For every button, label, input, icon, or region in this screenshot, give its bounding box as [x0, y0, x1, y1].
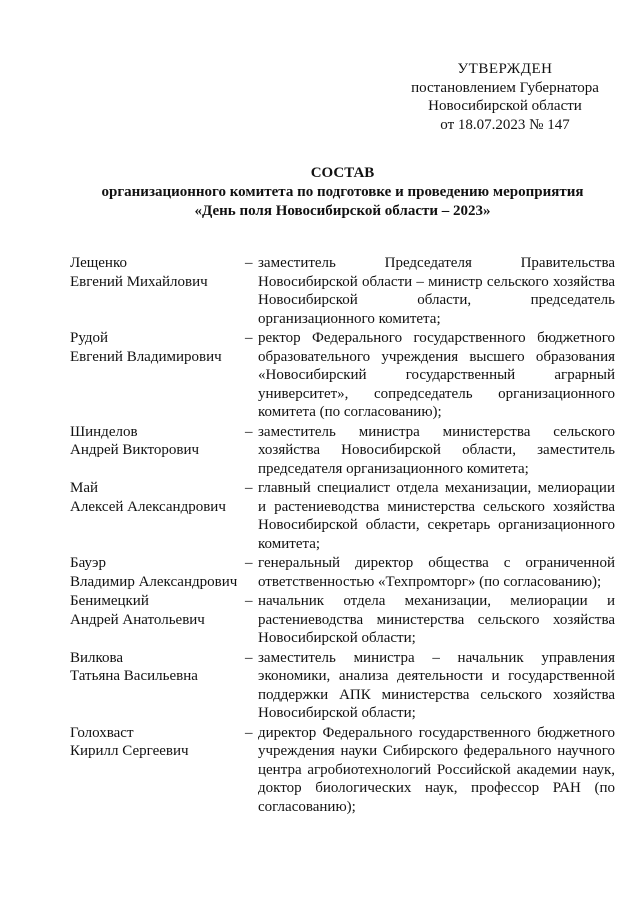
- document-heading: [70, 164, 615, 221]
- member-row: [70, 329, 615, 422]
- member-row: [70, 724, 615, 817]
- member-dash: –: [245, 423, 253, 440]
- member-name: [70, 254, 245, 328]
- member-name: [70, 479, 245, 553]
- member-surname: Шинделов: [70, 423, 138, 440]
- member-surname: Рудой: [70, 330, 109, 346]
- member-role: заместитель министра министерства сельского хозяйства Новосибирской области, заместитель председателя организационного комитета;: [258, 423, 615, 477]
- member-row: [70, 649, 615, 723]
- member-given-names: Евгений Михайлович: [70, 273, 208, 290]
- member-role: директор Федерального государственного бюджетного учреждения науки Сибирского федерального научного центра агробиотехнологий Российской академии наук, доктор биологических наук, профессор РАН (по согласованию);: [258, 724, 615, 815]
- member-role: главный специалист отдела механизации, мелиорации и растениеводства министерства сельского хозяйства Новосибирской области, секретарь организационного комитета;: [258, 480, 615, 552]
- member-given-names: Владимир Александрович: [70, 573, 238, 590]
- document-subtitle: «День поля Новосибирской области – 2023»: [194, 203, 491, 219]
- approval-stamp: [400, 60, 610, 134]
- member-name: [70, 649, 245, 723]
- member-given-names: Кирилл Сергеевич: [70, 743, 189, 759]
- member-row: [70, 554, 615, 591]
- member-given-names: Татьяна Васильевна: [70, 668, 198, 684]
- committee-roster: [70, 254, 615, 817]
- member-name: [70, 554, 245, 591]
- document-subtitle: организационного комитета по подготовке и проведению мероприятия: [101, 184, 584, 200]
- member-dash: –: [245, 555, 253, 571]
- member-surname: Голохваст: [70, 724, 134, 741]
- member-surname: Вилкова: [70, 649, 124, 666]
- approval-date: от 18.07.2023 № 147: [440, 116, 570, 133]
- member-dash: –: [245, 480, 253, 496]
- member-row: [70, 254, 615, 328]
- approval-title: УТВЕРЖДЕН: [457, 61, 553, 77]
- member-surname: Май: [70, 480, 99, 496]
- member-dash: –: [245, 330, 253, 346]
- member-dash: –: [245, 649, 253, 666]
- member-dash: –: [245, 724, 253, 741]
- member-role: начальник отдела механизации, мелиорации и растениеводства министерства сельского хозяйства Новосибирской области;: [258, 593, 615, 646]
- member-given-names: Алексей Александрович: [70, 498, 226, 515]
- member-surname: Бауэр: [70, 555, 106, 571]
- member-role: заместитель министра – начальник управления экономики, анализа деятельности и государственной поддержки АПК министерства сельского хозяйства Новосибирской области;: [258, 649, 615, 721]
- member-name: [70, 423, 245, 479]
- member-dash: –: [245, 593, 253, 609]
- member-role: генеральный директор общества с ограниченной ответственностью «Техпромторг» (по согласованию);: [258, 555, 615, 590]
- member-row: [70, 423, 615, 479]
- member-name: [70, 724, 245, 817]
- member-role: заместитель Председателя Правительства Новосибирской области – министр сельского хозяйства Новосибирской области, председатель организационного комитета;: [258, 255, 615, 327]
- member-given-names: Андрей Анатольевич: [70, 611, 205, 628]
- member-dash: –: [245, 255, 253, 271]
- document-title: СОСТАВ: [310, 165, 375, 181]
- member-row: [70, 592, 615, 648]
- member-surname: Бенимецкий: [70, 593, 149, 609]
- member-name: [70, 592, 245, 648]
- member-given-names: Андрей Викторович: [70, 442, 200, 458]
- approval-line: постановлением Губернатора: [411, 79, 599, 96]
- member-role: ректор Федерального государственного бюджетного образовательного учреждения высшего образования «Новосибирский государственный аграрный университет», сопредседатель организационного комитета (по согласованию);: [258, 330, 615, 420]
- approval-line: Новосибирской области: [428, 98, 582, 114]
- member-given-names: Евгений Владимирович: [70, 348, 222, 365]
- member-name: [70, 329, 245, 422]
- member-surname: Лещенко: [70, 255, 127, 271]
- member-row: [70, 479, 615, 553]
